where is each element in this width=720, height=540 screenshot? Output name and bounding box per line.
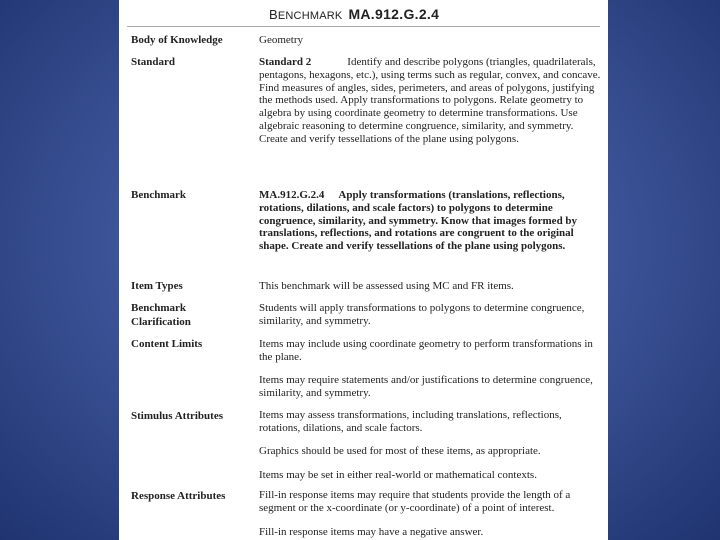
header-divider	[127, 26, 600, 27]
header-label-rest: ENCHMARK	[277, 10, 343, 22]
standard-description: Identify and describe polygons (triangles, quadrilaterals, pentagons, hexagons, etc.), using terms such as regular, convex, and concave. Find measures of angles, sides, perimeters, and areas of polygons, justifying the methods used. Apply transformations to polygons. Relate geometry to algebra by using coordinate geometry to determine transformations. Use algebraic reasoning to determine congruence, similarity, and symmetry. Create and verify tessellations of the plane using polygons.	[259, 56, 601, 145]
content-limits-value-1: Items may include using coordinate geometry to perform transformations in the plane.	[259, 338, 593, 363]
benchmark-description: Apply transformations (translations, reflections, rotations, dilations, and scale factors) to polygons to determine congruence, similarity, and symmetry. Know that images formed by translations, reflections, and rotations are congruent to the original shape. Create and verify tessellations of the plane using polygons.	[259, 189, 578, 253]
stimulus-attributes-value-2: Graphics should be used for most of these items, as appropriate.	[259, 445, 541, 457]
header-benchmark-code: MA.912.G.2.4	[348, 6, 440, 22]
benchmark-code: MA.912.G.2.4	[259, 189, 325, 201]
document-header	[269, 6, 439, 22]
body-of-knowledge-value: Geometry	[259, 34, 303, 46]
standard-label: Standard	[131, 56, 176, 68]
benchmark-document-page	[119, 0, 608, 540]
stimulus-attributes-value-3: Items may be set in either real-world or mathematical contexts.	[259, 469, 537, 481]
clarification-label-line1: Benchmark	[131, 302, 186, 314]
item-types-label: Item Types	[131, 280, 183, 292]
standard-name: Standard 2	[259, 56, 312, 68]
response-attributes-label: Response Attributes	[131, 490, 226, 502]
benchmark-label: Benchmark	[131, 189, 186, 201]
content-limits-label: Content Limits	[131, 338, 203, 350]
clarification-label-line2: Clarification	[131, 316, 191, 328]
body-of-knowledge-label: Body of Knowledge	[131, 34, 223, 46]
response-attributes-value-2: Fill-in response items may have a negative answer.	[259, 526, 484, 538]
stimulus-attributes-label: Stimulus Attributes	[131, 410, 223, 422]
item-types-value: This benchmark will be assessed using MC and FR items.	[259, 280, 514, 292]
standard-text-block	[259, 56, 604, 146]
benchmark-text-block	[259, 189, 604, 253]
clarification-value: Students will apply transformations to polygons to determine congruence, similarity, and symmetry.	[259, 302, 585, 327]
header-label-initial: B	[269, 7, 278, 22]
content-limits-value-2: Items may require statements and/or justifications to determine congruence, similarity, and symmetry.	[259, 374, 593, 399]
response-attributes-value-1: Fill-in response items may require that students provide the length of a segment or the x-coordinate (or y-coordinate) of a point of interest.	[259, 489, 571, 514]
clarification-label	[131, 301, 253, 329]
header-benchmark-label	[269, 7, 343, 22]
stimulus-attributes-value-1: Items may assess transformations, including translations, reflections, rotations, dilations, and scale factors.	[259, 409, 562, 434]
